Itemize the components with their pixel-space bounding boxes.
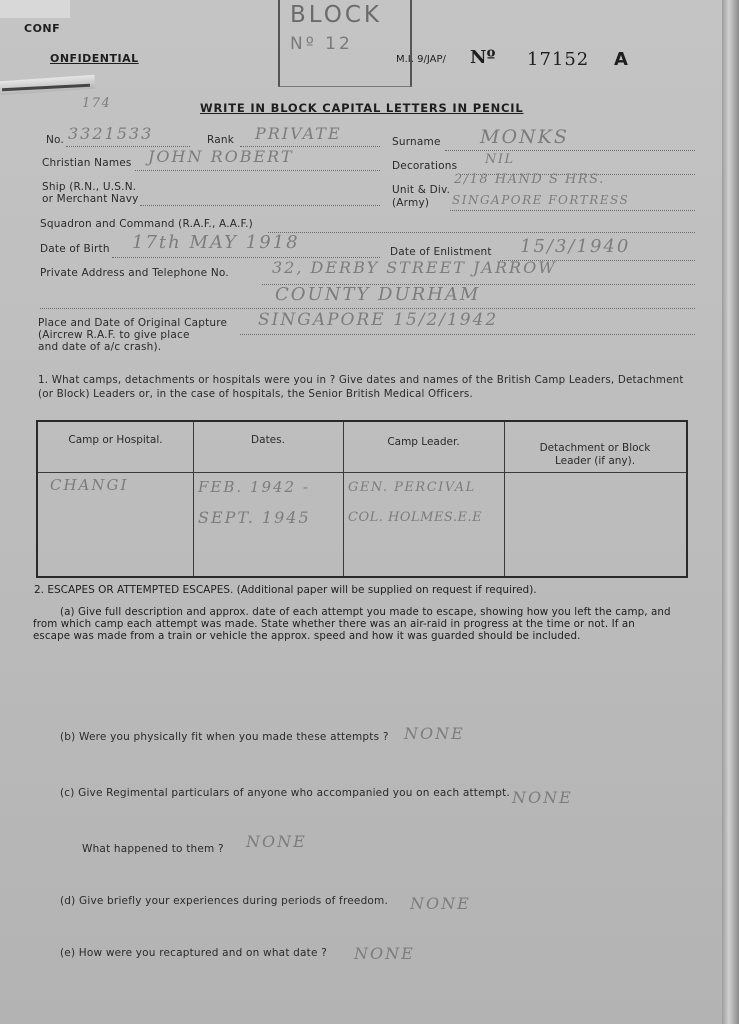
torn-corner bbox=[0, 0, 70, 18]
instruction-title: WRITE IN BLOCK CAPITAL LETTERS IN PENCIL bbox=[200, 101, 524, 115]
address-line-2 bbox=[40, 308, 695, 309]
surname-line bbox=[445, 150, 695, 151]
leader-value-2: COL. HOLMES.E.E bbox=[348, 510, 483, 525]
rank-value: PRIVATE bbox=[255, 124, 342, 143]
header-dates: Dates. bbox=[251, 434, 285, 446]
escapes-c2-answer: NONE bbox=[246, 832, 307, 851]
unit-label-2: (Army) bbox=[392, 197, 430, 209]
ship-line bbox=[140, 205, 380, 206]
escapes-c2-text: What happened to them ? bbox=[82, 843, 224, 855]
decorations-value: NIL bbox=[485, 152, 515, 167]
escapes-b-answer: NONE bbox=[404, 724, 465, 743]
header-detachment-2: Leader (if any). bbox=[554, 455, 636, 467]
header-leader: Camp Leader. bbox=[387, 436, 460, 448]
dob-value: 17th MAY 1918 bbox=[132, 232, 300, 253]
ship-label-2: or Merchant Navy bbox=[42, 193, 139, 205]
ship-label-1: Ship (R.N., U.S.N. bbox=[42, 181, 137, 193]
page-edge bbox=[722, 0, 739, 1024]
squadron-label: Squadron and Command (R.A.F., A.A.F.) bbox=[40, 218, 253, 230]
christian-names-value: JOHN ROBERT bbox=[148, 147, 294, 166]
enlistment-value: 15/3/1940 bbox=[520, 236, 631, 257]
margin-note: 174 bbox=[82, 96, 112, 111]
serial-suffix: A bbox=[614, 49, 628, 70]
christian-names-line bbox=[135, 170, 380, 171]
escapes-b-text: (b) Were you physically fit when you made these attempts ? bbox=[60, 731, 389, 743]
unit-label-1: Unit & Div. bbox=[392, 184, 451, 196]
confidential-heading: ONFIDENTIAL bbox=[50, 52, 139, 65]
escapes-c-text: (c) Give Regimental particulars of anyone who accompanied you on each attempt. bbox=[60, 787, 510, 799]
escapes-e-text: (e) How were you recaptured and on what date ? bbox=[60, 947, 327, 959]
conf-fragment: CONF bbox=[24, 22, 61, 35]
stamp-block-text: BLOCK bbox=[290, 2, 383, 28]
unit-value-1: 2/18 HAND S HRS. bbox=[454, 172, 605, 187]
leader-value-1: GEN. PERCIVAL bbox=[348, 480, 476, 495]
escapes-a-text-3: escape was made from a train or vehicle the approx. speed and how it was guarded should be included. bbox=[33, 630, 581, 642]
serial-number: 17152 bbox=[527, 49, 590, 70]
question-1-text-1: 1. What camps, detachments or hospitals were you in ? Give dates and names of the British Camp Leaders, Detachment bbox=[38, 374, 684, 386]
surname-label: Surname bbox=[392, 136, 441, 148]
no-value: 3321533 bbox=[68, 124, 154, 143]
header-camp: Camp or Hospital. bbox=[68, 434, 163, 446]
number-sign: Nº bbox=[470, 47, 496, 68]
capture-label-1: Place and Date of Original Capture bbox=[38, 317, 228, 329]
capture-label-2: (Aircrew R.A.F. to give place bbox=[38, 329, 190, 341]
address-value-1: 32, DERBY STREET JARROW bbox=[272, 258, 557, 277]
christian-names-label: Christian Names bbox=[42, 157, 132, 169]
escapes-a-text-2: from which camp each attempt was made. State whether there was an air-raid in progress at the time or not. If an bbox=[33, 618, 635, 630]
escapes-d-answer: NONE bbox=[410, 894, 471, 913]
table-header-rule bbox=[38, 472, 686, 473]
capture-label-3: and date of a/c crash). bbox=[38, 341, 162, 353]
escapes-e-answer: NONE bbox=[354, 944, 415, 963]
camp-table bbox=[36, 420, 688, 578]
dates-value-1: FEB. 1942 - bbox=[198, 478, 310, 496]
question-1-text-2: (or Block) Leaders or, in the case of hospitals, the Senior British Medical Officers. bbox=[38, 388, 473, 400]
unit-line bbox=[450, 210, 695, 211]
unit-value-2: SINGAPORE FORTRESS bbox=[452, 193, 630, 207]
decorations-label: Decorations bbox=[392, 160, 458, 172]
rank-label: Rank bbox=[207, 134, 235, 146]
camp-value: CHANGI bbox=[50, 476, 129, 494]
surname-value: MONKS bbox=[480, 126, 569, 148]
escapes-a-text-1: (a) Give full description and approx. date of each attempt you made to escape, showing how you left the camp, and bbox=[60, 606, 671, 618]
dob-label: Date of Birth bbox=[40, 243, 110, 255]
stamp-number: Nº 12 bbox=[290, 34, 353, 54]
address-value-2: COUNTY DURHAM bbox=[275, 284, 481, 305]
address-label: Private Address and Telephone No. bbox=[40, 267, 229, 279]
header-detachment-1: Detachment or Block bbox=[539, 442, 651, 454]
capture-line bbox=[240, 334, 695, 335]
dates-value-2: SEPT. 1945 bbox=[198, 508, 311, 527]
capture-value: SINGAPORE 15/2/1942 bbox=[258, 310, 499, 330]
mi-reference: M.I. 9/JAP/ bbox=[396, 54, 446, 65]
squadron-line bbox=[268, 232, 695, 233]
escapes-heading: 2. ESCAPES OR ATTEMPTED ESCAPES. (Additional paper will be supplied on request if required). bbox=[34, 584, 537, 596]
escapes-c-answer: NONE bbox=[512, 788, 573, 807]
no-label: No. bbox=[46, 134, 65, 146]
enlistment-label: Date of Enlistment bbox=[390, 246, 492, 258]
escapes-d-text: (d) Give briefly your experiences during periods of freedom. bbox=[60, 895, 389, 907]
